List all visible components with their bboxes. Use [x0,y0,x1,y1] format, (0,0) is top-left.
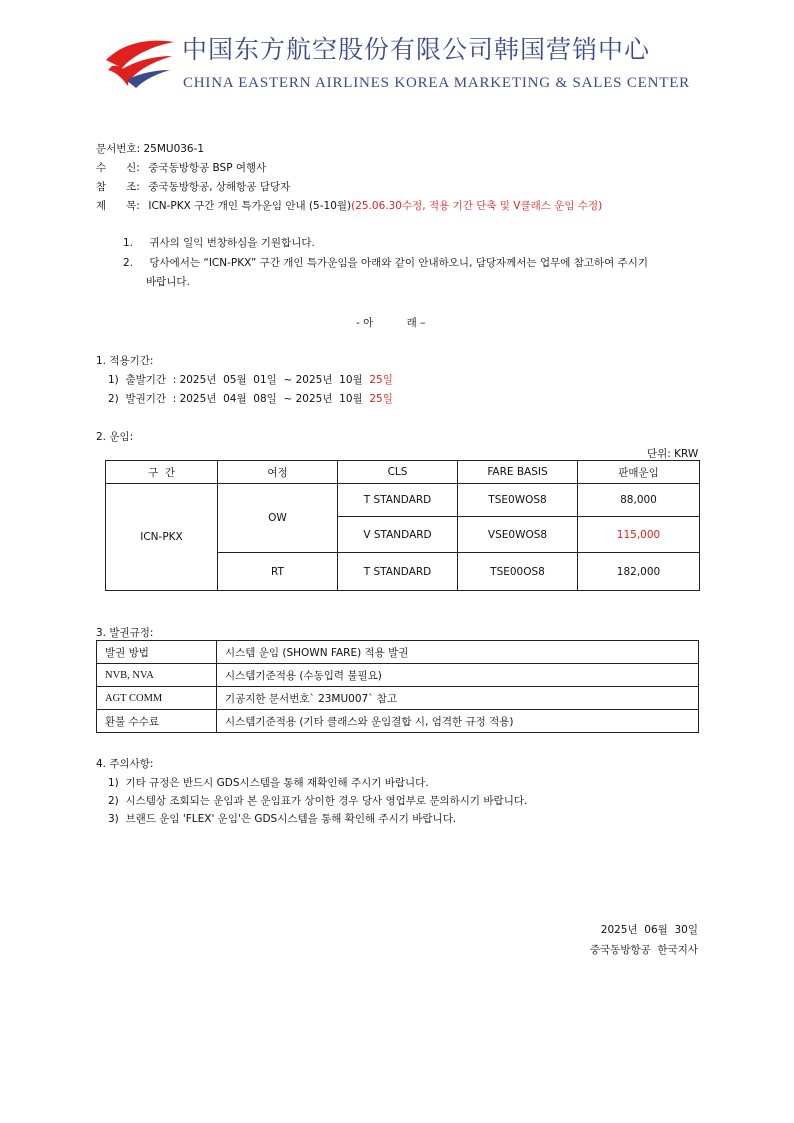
rule-value: 시스템기준적용 (기타 클래스와 운임결합 시, 엄격한 규정 적용) [217,710,699,733]
issuer-signature: 중국동방항공 한국지사 [589,944,698,956]
company-title-cn: 中国东方航空股份有限公司韩国营销中心 [182,35,651,64]
rule-key: 환불 수수료 [97,710,217,733]
section3-title: 3. 발권규정: [96,627,154,639]
reference-line [96,179,290,194]
intro-text: 귀사의 일익 번창하심을 기원합니다. [149,237,315,249]
header-cell: 구 간 [106,461,218,484]
section4-title: 4. 주의사항: [96,758,154,770]
period-item [108,372,393,387]
company-title-en: CHINA EASTERN AIRLINES KOREA MARKETING & SALES CENTER [183,75,690,91]
trip-cell: OW [218,484,338,553]
table-row [97,687,699,710]
reference-label: 참 조: [96,181,140,193]
fare-cell: 88,000 [578,484,700,517]
class-cell: T STANDARD [338,553,458,591]
period-item [108,391,393,406]
rule-key: AGT COMM [97,687,217,710]
section1-title: 1. 적용기간: [96,355,154,367]
fare-basis-cell: TSE00OS8 [458,553,578,591]
route-cell: ICN-PKX [106,484,218,591]
section2-title: 2. 운임: [96,431,134,443]
fare-basis-cell: TSE0WOS8 [458,484,578,517]
recipient-label: 수 신: [96,162,140,174]
period-text: 1) 출발기간 : 2025년 05월 01일 ~ 2025년 10월 [108,374,370,386]
fare-basis-cell: VSE0WOS8 [458,517,578,553]
fare-cell: 115,000 [578,517,700,553]
class-cell: T STANDARD [338,484,458,517]
fare-table-header [106,461,700,484]
header-cell: 여정 [218,461,338,484]
currency-unit: 단위: KRW [647,448,699,460]
rule-value: 시스템기준적용 (수동입력 불필요) [217,664,699,687]
china-eastern-logo-icon [104,36,174,90]
doc-number-label: 문서번호: [96,143,141,155]
rule-value: 시스템 운임 (SHOWN FARE) 적용 발권 [217,641,699,664]
notice-item: 1) 기타 규정은 반드시 GDS시스템을 통해 재확인해 주시기 바랍니다. [108,777,429,789]
rule-value: 기공지한 문서번호` 23MU007` 참고 [217,687,699,710]
table-row [97,641,699,664]
recipient-line [96,160,266,175]
doc-number: 25MU036-1 [143,143,205,155]
issue-date: 2025년 06월 30일 [600,924,698,936]
notice-item: 3) 브랜드 운임 'FLEX' 운임'은 GDS시스템을 통해 확인해 주시기 바랍니다. [108,813,457,825]
fare-table [105,460,700,591]
intro-number: 2. [123,257,134,269]
period-text: 2) 발권기간 : 2025년 04월 08일 ~ 2025년 10월 [108,393,370,405]
intro-text-continued: 바랍니다. [146,276,190,288]
issuance-rules-table [96,640,699,733]
header-cell: 판매운임 [578,461,700,484]
reference: 중국동방항공, 상해항공 담당자 [148,181,291,193]
intro-item [123,235,315,250]
trip-cell: RT [218,553,338,591]
intro-text: 당사에서는 “ICN-PKX” 구간 개인 특가운임을 아래와 같이 안내하오니, 담당자께서는 업무에 참고하여 주시기 [149,257,649,269]
doc-number-line [96,141,204,156]
rule-key: 발권 방법 [97,641,217,664]
class-cell: V STANDARD [338,517,458,553]
intro-item [123,255,648,270]
fare-cell: 182,000 [578,553,700,591]
table-row [97,710,699,733]
notice-item: 2) 시스템상 조회되는 운임과 본 운임표가 상이한 경우 당사 영업부로 문의하시기 바랍니다. [108,795,528,807]
table-row [106,484,700,517]
header-cell: FARE BASIS [458,461,578,484]
subject-label: 제 목: [96,200,140,212]
table-row [97,664,699,687]
below-heading: - 아 래 – [356,317,426,329]
recipient: 중국동방항공 BSP 여행사 [148,162,267,174]
subject-line [96,198,602,213]
rule-key: NVB, NVA [97,664,217,687]
period-end-highlight: 25일 [369,393,393,405]
header-cell: CLS [338,461,458,484]
subject: ICN-PKX 구간 개인 특가운임 안내 (5-10월) [148,200,352,212]
intro-number: 1. [123,237,134,249]
period-end-highlight: 25일 [369,374,393,386]
subject-revision-note: (25.06.30수정, 적용 기간 단축 및 V클래스 운임 수정) [351,200,603,212]
